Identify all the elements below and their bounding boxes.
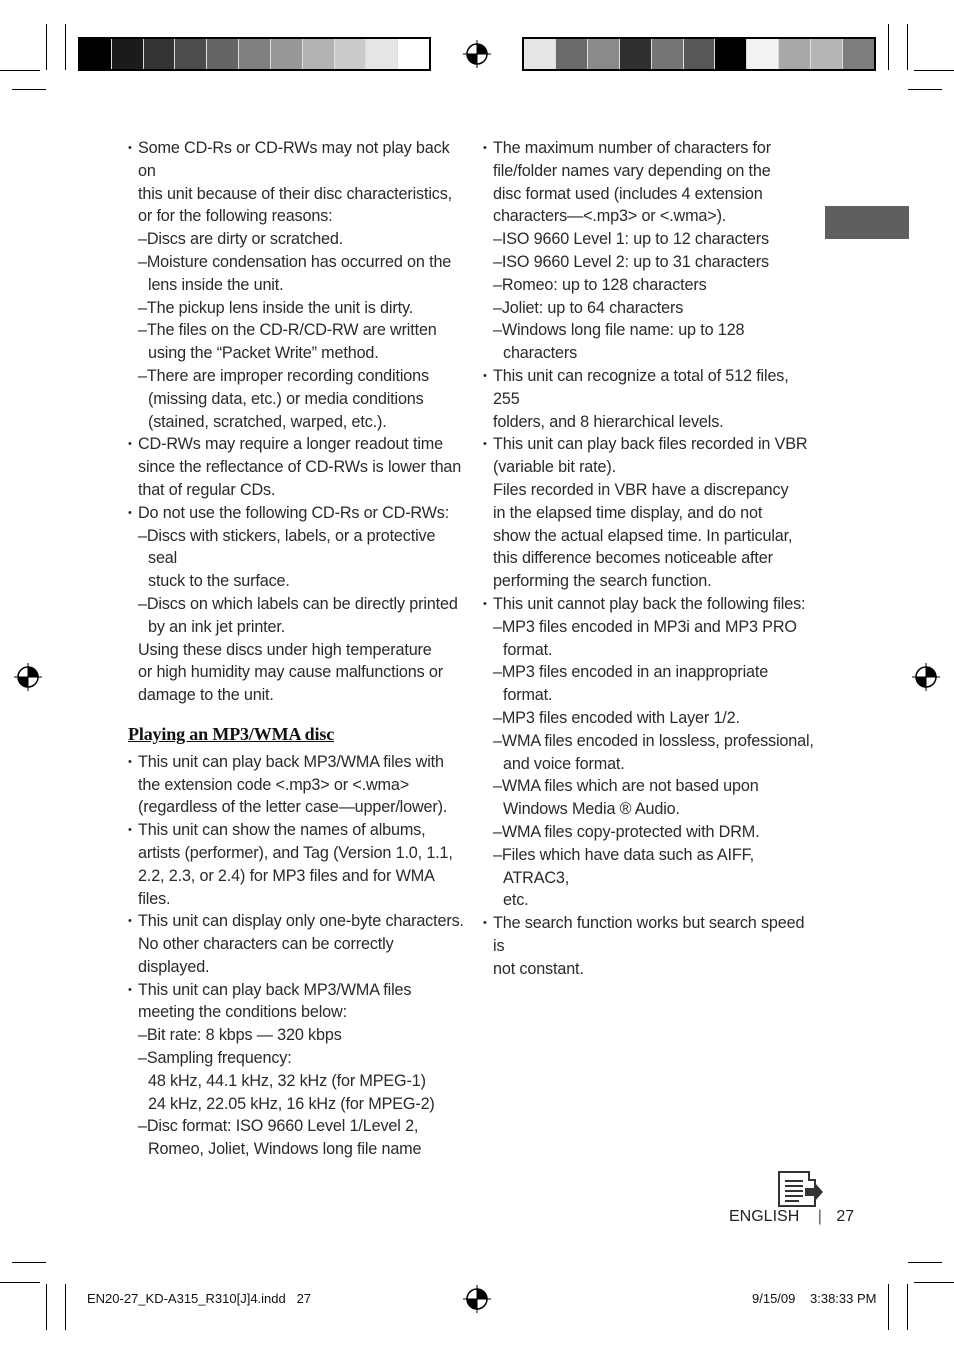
text-line: not constant. — [493, 959, 584, 978]
text-line: –MP3 files encoded in an inappropriate — [493, 663, 769, 682]
text-line: –Discs are dirty or scratched. — [138, 230, 344, 249]
note-paragraph — [128, 639, 468, 707]
bullet-vbr — [483, 433, 818, 479]
bullet-mp3-extension — [128, 751, 468, 819]
registration-mark-icon — [463, 40, 491, 68]
dash-item — [128, 297, 468, 320]
text-line: –There are improper recording conditions — [138, 366, 429, 385]
dash-item — [483, 228, 818, 251]
text-line: Do not use the following CD-Rs or CD-RWs: — [138, 503, 450, 522]
left-column — [128, 137, 468, 1161]
text-line: by an ink jet printer. — [148, 617, 286, 636]
text-line: –Bit rate: 8 kbps — 320 kbps — [138, 1026, 342, 1045]
page-footer — [729, 1208, 854, 1226]
color-swatch — [715, 39, 747, 69]
text-line: The search function works but search speed is — [493, 914, 805, 955]
color-swatch — [779, 39, 811, 69]
text-line: characters — [503, 344, 578, 363]
text-line: since the reflectance of CD-RWs is lower than — [138, 458, 462, 477]
text-line: Files recorded in VBR have a discrepancy — [493, 480, 789, 499]
text-line: –Sampling frequency: — [138, 1049, 292, 1068]
dash-item — [483, 274, 818, 297]
registration-mark-icon — [463, 1285, 491, 1313]
dash-item — [483, 775, 818, 821]
dash-item — [128, 1047, 468, 1115]
text-line: artists (performer), and Tag (Version 1.0, 1.1, — [138, 843, 453, 862]
text-line: The maximum number of characters for — [493, 139, 771, 157]
text-line: file/folder names vary depending on the — [493, 161, 771, 180]
text-line: This unit can show the names of albums, — [138, 821, 426, 840]
text-line: stuck to the surface. — [148, 572, 290, 591]
text-line: –Disc format: ISO 9660 Level 1/Level 2, — [138, 1117, 419, 1136]
text-line: –Discs on which labels can be directly printed — [138, 594, 458, 613]
color-swatch — [811, 39, 843, 69]
text-line: This unit can display only one-byte characters. — [138, 912, 464, 931]
text-line: Some CD-Rs or CD-RWs may not play back on — [138, 139, 450, 180]
print-date: 9/15/09 — [752, 1291, 796, 1306]
text-line: displayed. — [138, 957, 210, 976]
dash-item — [128, 593, 468, 639]
right-column — [483, 137, 818, 980]
color-bar-right — [522, 37, 876, 71]
color-swatch — [239, 39, 271, 69]
file-name: EN20-27_KD-A315_R310[J]4.indd 27 — [87, 1291, 312, 1306]
bullet-cannot-play — [483, 593, 818, 616]
bullet-recognize — [483, 365, 818, 433]
text-line: Romeo, Joliet, Windows long file name — [148, 1140, 422, 1159]
text-line: using the “Packet Write” method. — [148, 344, 379, 363]
text-line: performing the search function. — [493, 572, 712, 591]
page-number: 27 — [836, 1208, 855, 1225]
color-swatch — [652, 39, 684, 69]
color-swatch — [271, 39, 303, 69]
color-swatch — [303, 39, 335, 69]
text-line: –MP3 files encoded in MP3i and MP3 PRO — [493, 617, 797, 636]
dash-item — [483, 661, 818, 707]
text-line: Using these discs under high temperature — [138, 640, 432, 659]
registration-mark-icon — [912, 663, 940, 691]
color-swatch — [398, 39, 429, 69]
color-swatch — [175, 39, 207, 69]
text-line: this unit because of their disc characteristics, — [138, 184, 452, 203]
text-line: –WMA files which are not based upon — [493, 777, 759, 796]
text-line: disc format used (includes 4 extension — [493, 184, 763, 203]
text-line: –ISO 9660 Level 2: up to 31 characters — [493, 252, 769, 271]
text-line: 48 kHz, 44.1 kHz, 32 kHz (for MPEG-1) — [148, 1071, 426, 1090]
bullet-cdrw-readout — [128, 433, 468, 501]
print-time: 3:38:33 PM — [810, 1291, 877, 1306]
color-swatch — [144, 39, 176, 69]
color-swatch — [112, 39, 144, 69]
text-line: or for the following reasons: — [138, 207, 333, 226]
text-line: –The files on the CD-R/CD-RW are written — [138, 321, 437, 340]
text-line: (regardless of the letter case—upper/lower). — [138, 798, 448, 817]
text-line: that of regular CDs. — [138, 480, 276, 499]
text-line: –MP3 files encoded with Layer 1/2. — [493, 708, 740, 727]
registration-mark-icon — [14, 663, 42, 691]
dash-item — [483, 251, 818, 274]
dash-item — [483, 319, 818, 365]
text-line: lens inside the unit. — [148, 275, 284, 294]
text-line: –WMA files copy-protected with DRM. — [493, 822, 760, 841]
text-line: –WMA files encoded in lossless, professional, — [493, 731, 814, 750]
color-swatch — [620, 39, 652, 69]
text-line: This unit can play back files recorded in VBR — [493, 435, 808, 454]
text-line: damage to the unit. — [138, 686, 274, 705]
color-swatch — [684, 39, 716, 69]
text-line: show the actual elapsed time. In particular, — [493, 526, 793, 545]
text-line: –Files which have data such as AIFF, ATRAC3, — [493, 845, 754, 887]
dash-item — [483, 707, 818, 730]
color-bar-left — [78, 37, 431, 71]
text-line: 2.2, 2.3, or 2.4) for MP3 files and for WMA files. — [138, 866, 434, 908]
text-line: –Windows long file name: up to 128 — [493, 321, 745, 340]
text-line: This unit can play back MP3/WMA files with — [138, 752, 444, 771]
text-line: meeting the conditions below: — [138, 1003, 347, 1022]
text-line: (stained, scratched, warped, etc.). — [148, 412, 387, 431]
dash-item — [128, 525, 468, 593]
color-swatch — [207, 39, 239, 69]
bullet-max-chars — [483, 137, 818, 228]
bullet-one-byte — [128, 910, 468, 978]
dash-item — [128, 319, 468, 365]
text-line: (variable bit rate). — [493, 458, 616, 477]
text-line: –The pickup lens inside the unit is dirty. — [138, 298, 414, 317]
text-line: –Moisture condensation has occurred on the — [138, 252, 452, 271]
color-swatch — [556, 39, 588, 69]
dash-item — [128, 1024, 468, 1047]
text-line: (missing data, etc.) or media conditions — [148, 389, 424, 408]
text-line: 24 kHz, 22.05 kHz, 16 kHz (for MPEG-2) — [148, 1094, 435, 1113]
dash-item — [128, 251, 468, 297]
text-line: etc. — [503, 891, 529, 910]
dash-item — [483, 616, 818, 662]
dash-item — [483, 730, 818, 776]
dash-item — [483, 297, 818, 320]
note-paragraph — [483, 479, 818, 593]
bullet-cd-reasons — [128, 137, 468, 228]
color-swatch — [524, 39, 556, 69]
section-heading: Playing an MP3/WMA disc — [128, 723, 335, 744]
language-tab — [825, 206, 909, 239]
text-line: No other characters can be correctly — [138, 935, 394, 954]
language-label: ENGLISH — [729, 1208, 800, 1225]
dash-item — [128, 1115, 468, 1161]
text-line: folders, and 8 hierarchical levels. — [493, 412, 724, 431]
text-line: format. — [503, 640, 553, 659]
bullet-conditions — [128, 979, 468, 1025]
text-line: the extension code <.mp3> or <.wma> — [138, 775, 410, 794]
bullet-search — [483, 912, 818, 980]
text-line: –ISO 9660 Level 1: up to 12 characters — [493, 230, 769, 249]
bullet-do-not-use — [128, 502, 468, 525]
text-line: Windows Media ® Audio. — [503, 800, 680, 819]
dash-item — [128, 228, 468, 251]
dash-item — [483, 844, 818, 912]
text-line: –Discs with stickers, labels, or a protective seal — [138, 526, 436, 568]
color-swatch — [366, 39, 398, 69]
footer-separator: | — [817, 1208, 822, 1225]
color-swatch — [843, 39, 874, 69]
color-swatch — [588, 39, 620, 69]
color-swatch — [80, 39, 112, 69]
dash-item — [483, 821, 818, 844]
text-line: –Romeo: up to 128 characters — [493, 275, 707, 294]
text-line: and voice format. — [503, 754, 625, 773]
text-line: CD-RWs may require a longer readout time — [138, 435, 443, 454]
text-line: characters—<.mp3> or <.wma>). — [493, 207, 727, 226]
text-line: in the elapsed time display, and do not — [493, 503, 763, 522]
continue-note-icon — [777, 1170, 825, 1208]
text-line: This unit can recognize a total of 512 files, 255 — [493, 366, 789, 408]
dash-item — [128, 365, 468, 433]
text-line: this difference becomes noticeable after — [493, 549, 773, 568]
color-swatch — [747, 39, 779, 69]
bullet-mp3-names — [128, 819, 468, 910]
text-line: This unit can play back MP3/WMA files — [138, 980, 412, 999]
text-line: or high humidity may cause malfunctions or — [138, 663, 444, 682]
text-line: –Joliet: up to 64 characters — [493, 298, 684, 317]
text-line: This unit cannot play back the following files: — [493, 594, 806, 613]
color-swatch — [335, 39, 367, 69]
text-line: format. — [503, 686, 553, 705]
